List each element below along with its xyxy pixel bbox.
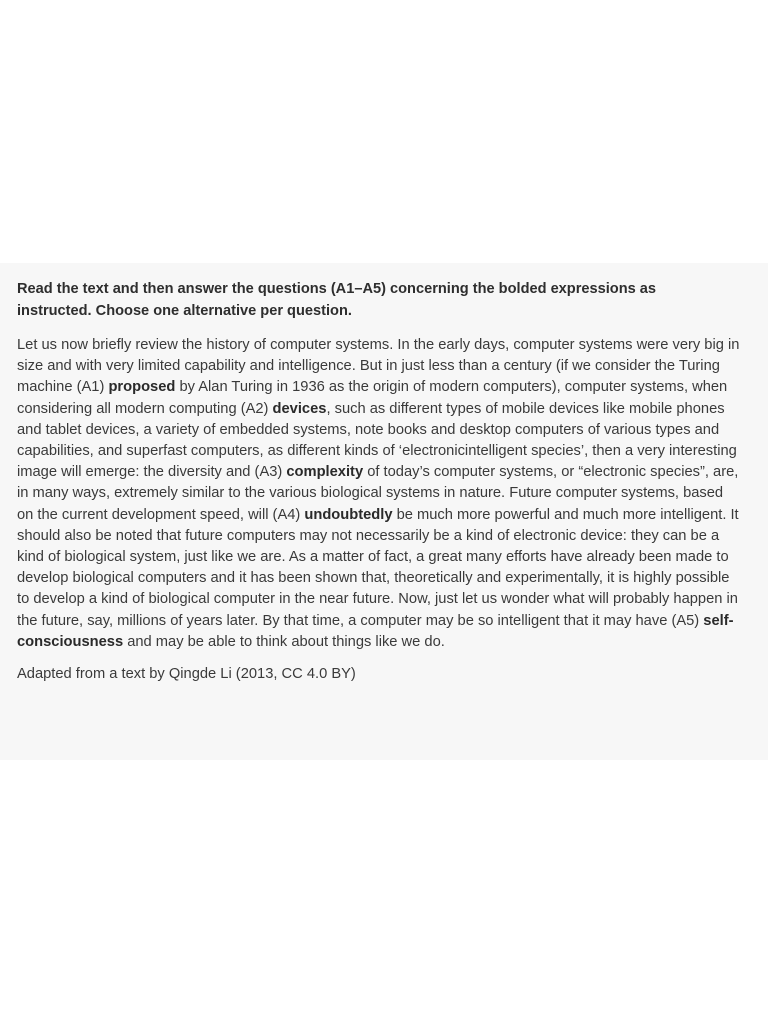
bolded-expression-a5: self-consciousness: [17, 612, 734, 650]
task-instructions: Read the text and then answer the questions (A1–A5) concerning the bolded expressions as instructed. Choose one alternative per question.: [17, 281, 657, 319]
passage-text: be much more powerful and much more intelligent. It should also be noted that future computers may not necessarily be a kind of electronic device: they can be a kind of biological system, just like we are. As a matter of fact, a great many efforts have already been made to develop biological computers and it has been shown that, theoretically and experimentally, it is highly possible to develop a kind of biological computer in the near future. Now, just let us wonder what will probably happen in the future, say, millions of years later. By that time, a computer may be so intelligent that it may have (A5): [17, 506, 739, 629]
passage-text: Let us now briefly review the history of computer systems. In the early days, computer systems were very big in size and with very limited capability and intelligence. But in just less than a century (if we consider the Turing machine (A1): [17, 337, 740, 396]
bolded-expression-a1: proposed: [108, 379, 176, 396]
source-attribution: Adapted from a text by Qingde Li (2013, CC 4.0 BY): [17, 666, 356, 683]
reading-task-panel: [0, 263, 768, 760]
passage-text: , such as different types of mobile devices like mobile phones and tablet devices, a variety of embedded systems, note books and desktop computers of various types and capabilities, and superfast computers, as different kinds of ‘electronicintelligent species’, then a very interesting image will emerge: the diversity and (A3): [17, 400, 737, 481]
passage-text: of today’s computer systems, or “electronic species”, are, in many ways, extremely similar to the various biological systems in nature. Future computer systems, based on the current development speed, will (A4): [17, 464, 739, 523]
reading-passage: [17, 335, 742, 653]
passage-text: by Alan Turing in 1936 as the origin of modern computers), computer systems, when considering all modern computing (A2): [17, 379, 728, 417]
bolded-expression-a3: complexity: [286, 464, 364, 481]
bolded-expression-a2: devices: [272, 400, 327, 417]
bolded-expression-a4: undoubtedly: [304, 506, 393, 523]
passage-text: and may be able to think about things like we do.: [123, 633, 445, 650]
